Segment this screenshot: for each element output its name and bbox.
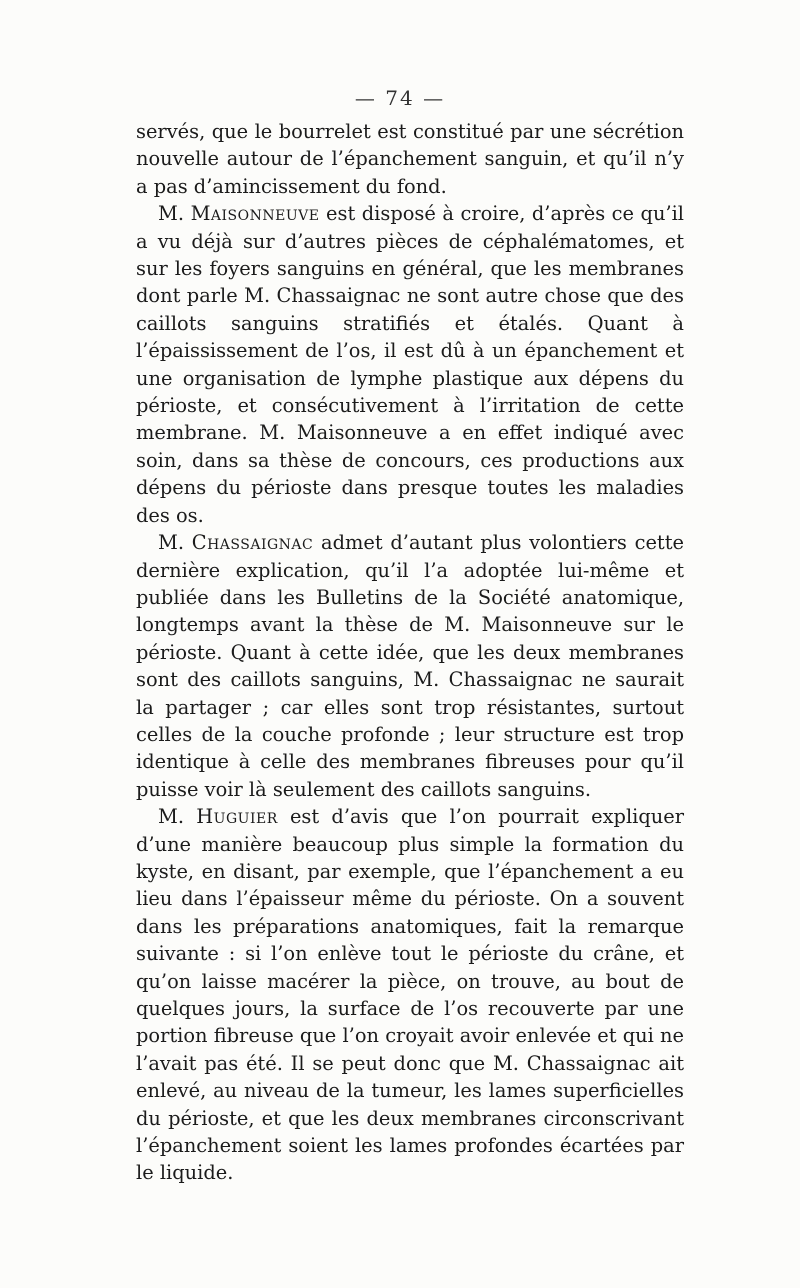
paragraph-2-prefix: M.: [158, 202, 191, 226]
paragraph-3-prefix: M.: [158, 531, 192, 555]
paragraph-2-text: est disposé à croire, d’après ce qu’il a vu déjà sur d’autres pièces de céphalématomes, et sur les foyers sanguins en général, que les membranes dont parle M. Chassaignac ne sont autre chose que des caillots sanguins stratifiés et étalés. Quant à l’épaississement de l’os, il est dû à un épanchement et une organisation de lymphe plastique aux dépens du périoste, et consécutivement à l’irritation de cette membrane. M. Maisonneuve a en effet indiqué avec soin, dans sa thèse de concours, ces productions aux dépens du périoste dans presque toutes les maladies des os.: [136, 202, 685, 527]
speaker-name-maisonneuve: Maisonneuve: [190, 202, 320, 226]
paragraph-3: [136, 529, 684, 803]
paragraph-3-text: admet d’autant plus volontiers cette dernière explication, qu’il l’a adoptée lui-même et publiée dans les Bulletins de la Société anatomique, longtemps avant la thèse de M. Maisonneuve sur le périoste. Quant à cette idée, que les deux membranes sont des caillots sanguins, M. Chassaignac ne saurait la partager ; car elles sont trop résistantes, surtout celles de la couche profonde ; leur structure est trop identique à celle des membranes fibreuses pour qu’il puisse voir là seulement des caillots sanguins.: [136, 531, 684, 801]
body-text: [136, 118, 684, 1187]
paragraph-2: [136, 200, 684, 529]
page-number: — 74 —: [354, 86, 446, 110]
paragraph-4-prefix: M.: [158, 805, 197, 829]
paragraph-1-text: servés, que le bourrelet est constitué par une sécrétion nouvelle autour de l’épanchement sanguin, et qu’il n’y a pas d’amincissement du fond.: [136, 120, 684, 198]
speaker-name-chassaignac: Chassaignac: [191, 531, 314, 555]
paragraph-4: [136, 803, 684, 1187]
paragraph-1: [136, 118, 684, 200]
paragraph-4-text: est d’avis que l’on pourrait expliquer d’une manière beaucoup plus simple la formation du kyste, en disant, par exemple, que l’épanchement a eu lieu dans l’épaisseur même du périoste. On a souvent dans les préparations anatomiques, fait la remarque suivante : si l’on enlève tout le périoste du crâne, et qu’on laisse macérer la pièce, on trouve, au bout de quelques jours, la surface de l’os recouverte par une portion fibreuse que l’on croyait avoir enlevée et qui ne l’avait pas été. Il se peut donc que M. Chassaignac ait enlevé, au niveau de la tumeur, les lames superficielles du périoste, et que les deux membranes circonscrivant l’épanchement soient les lames profondes écartées par le liquide.: [136, 805, 684, 1185]
speaker-name-huguier: Huguier: [196, 805, 278, 829]
